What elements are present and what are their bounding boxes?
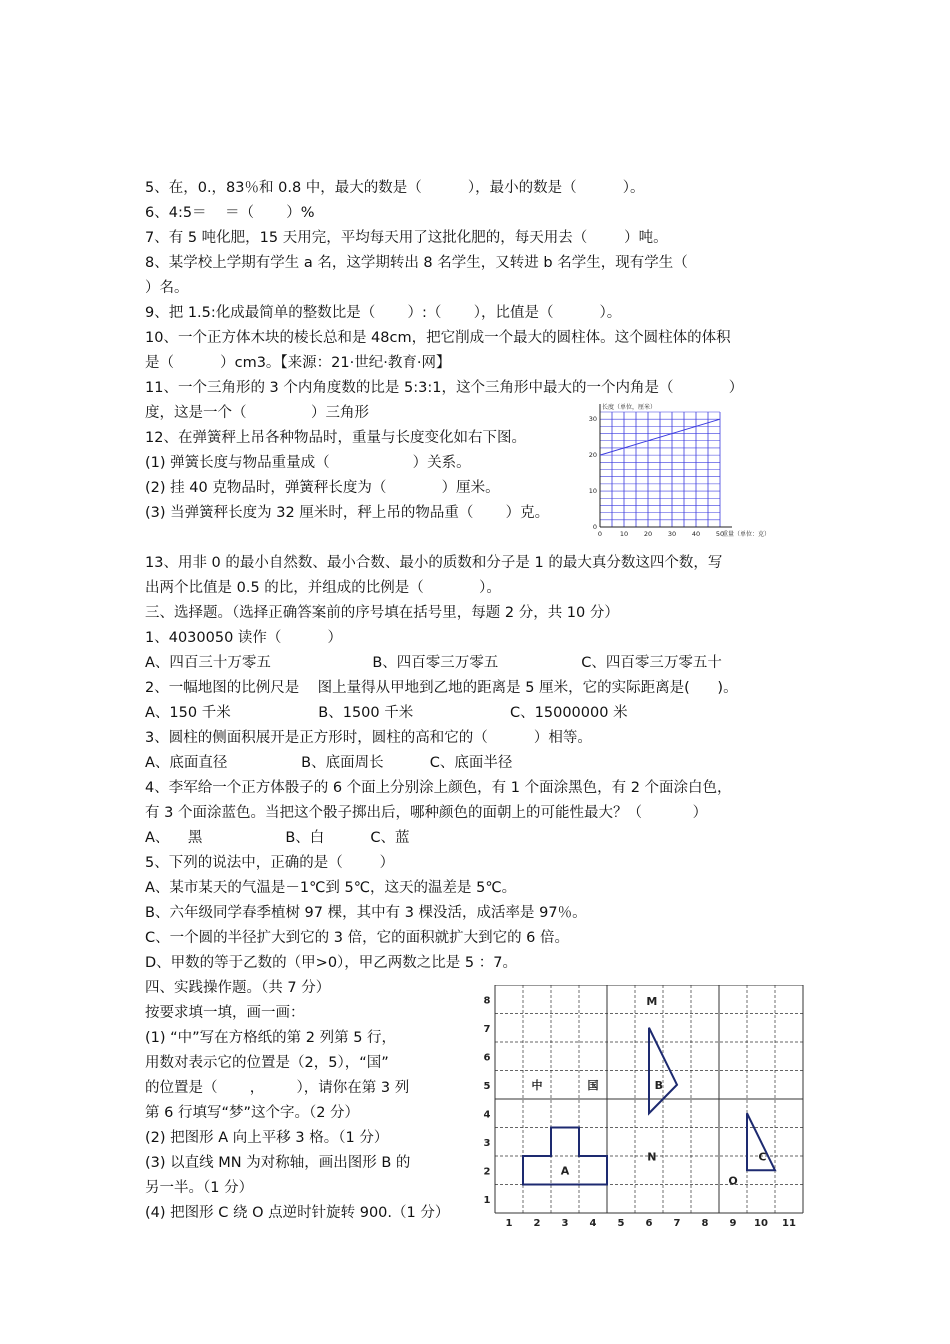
practice-line: 的位置是（ ， ），请你在第 3 列 (145, 1080, 410, 1096)
text-line: 1、4030050 读作（ ） (145, 630, 343, 646)
practice-line: 另一半。（1 分） (145, 1180, 254, 1196)
grid-figure (475, 985, 820, 1230)
grid-col-label: 1 (505, 1218, 513, 1229)
text-line: B、六年级同学春季植树 97 棵，其中有 3 棵没活，成活率是 97％。 (145, 905, 587, 921)
text-line: A、四百三十万零五 B、四百零三万零五 C、四百零三万零五十 (145, 655, 722, 671)
label-m: M (646, 994, 658, 1008)
grid-row-label: 5 (483, 1080, 491, 1092)
grid-row-label: 3 (483, 1137, 491, 1149)
practice-line: (4) 把图形 C 绕 O 点逆时针旋转 900.（1 分） (145, 1205, 450, 1221)
text-line: 5、下列的说法中，正确的是（ ） (145, 855, 395, 871)
practice-line: 第 6 行填写“梦”这个字。（2 分） (145, 1105, 360, 1121)
chart-x-axis-label: 重量（单位：克） (722, 531, 771, 538)
text-line: 6、4:5＝ ＝（ ）% (145, 205, 315, 221)
grid-row-label: 6 (483, 1052, 491, 1064)
text-line: 度，这是一个（ ）三角形 (145, 405, 370, 421)
text-line: A、某市某天的气温是－1℃到 5℃，这天的温差是 5℃。 (145, 880, 517, 896)
text-line: A、底面直径 B、底面周长 C、底面半径 (145, 755, 513, 771)
text-line: A、150 千米 B、1500 千米 C、15000000 米 (145, 705, 628, 721)
grid-col-label: 4 (589, 1218, 597, 1229)
text-line: 7、有 5 吨化肥，15 天用完，平均每天用了这批化肥的，每天用去（ ）吨。 (145, 230, 668, 246)
text-line: 5、在，0.，83％和 0.8 中，最大的数是（ ），最小的数是（ ）。 (145, 180, 645, 196)
chart-y-tick-label: 30 (588, 415, 597, 424)
text-line: 三、选择题。（选择正确答案前的序号填在括号里，每题 2 分，共 10 分） (145, 605, 619, 621)
text-line: 10、一个正方体木块的棱长总和是 48cm，把它削成一个最大的圆柱体。这个圆柱体的体积 (145, 330, 731, 346)
grid-row-label: 4 (483, 1109, 491, 1121)
chart-x-tick-label: 20 (643, 530, 653, 538)
label-guo: 国 (587, 1079, 599, 1093)
text-line: 4、李军给一个正方体骰子的 6 个面上分别涂上颜色，有 1 个面涂黑色，有 2 个面涂白色， (145, 780, 732, 796)
text-line: 四、实践操作题。（共 7 分） (145, 980, 331, 996)
grid-row-label: 1 (483, 1194, 491, 1206)
grid-col-label: 10 (754, 1218, 768, 1229)
label-n: N (647, 1150, 657, 1164)
text-line: (2) 挂 40 克物品时，弹簧秤长度为（ ）厘米。 (145, 480, 500, 496)
text-line: A、 黑 B、白 C、蓝 (145, 830, 410, 846)
grid-row-label: 8 (483, 995, 491, 1007)
grid-col-label: 5 (617, 1218, 625, 1229)
text-line: 11、一个三角形的 3 个内角度数的比是 5:3:1，这个三角形中最大的一个内角是（ ） (145, 380, 744, 396)
chart-x-tick-label: 0 (597, 530, 603, 538)
text-line: 12、在弹簧秤上吊各种物品时，重量与长度变化如右下图。 (145, 430, 526, 446)
label-zhong: 中 (531, 1079, 543, 1093)
chart-x-tick-label: 10 (619, 530, 629, 538)
text-line: 3、圆柱的侧面积展开是正方形时，圆柱的高和它的（ ）相等。 (145, 730, 592, 746)
label-o: O (728, 1174, 738, 1188)
text-line: (3) 当弹簧秤长度为 32 厘米时，秤上吊的物品重（ ）克。 (145, 505, 550, 521)
grid-row-label: 7 (483, 1023, 491, 1035)
text-line: 13、用非 0 的最小自然数、最小合数、最小的质数和分子是 1 的最大真分数这四个数，写 (145, 555, 723, 571)
label-a: A (560, 1164, 570, 1178)
chart-y-tick-label: 20 (588, 451, 597, 460)
text-line: 9、把 1.5:化成最简单的整数比是（ ）:（ ），比值是（ ）。 (145, 305, 622, 321)
text-line: 是（ ）cm3。【来源：21·世纪·教育·网】 (145, 355, 451, 371)
grid-row-label: 2 (483, 1166, 491, 1178)
grid-col-label: 6 (645, 1218, 653, 1229)
practice-line: (1) “中”写在方格纸的第 2 列第 5 行， (145, 1030, 397, 1046)
grid-col-label: 3 (561, 1218, 569, 1229)
grid-col-label: 8 (701, 1218, 709, 1229)
chart-y-tick-label: 10 (588, 487, 597, 496)
text-line: 出两个比值是 0.5 的比，并组成的比例是（ ）。 (145, 580, 501, 596)
text-line: (1) 弹簧长度与物品重量成（ ）关系。 (145, 455, 471, 471)
practice-line: 用数对表示它的位置是（2，5），“国” (145, 1055, 389, 1071)
chart-x-tick-label: 50 (715, 530, 725, 538)
label-b: B (654, 1079, 663, 1093)
practice-line: 按要求填一填，画一画： (145, 1005, 305, 1021)
practice-line: (3) 以直线 MN 为对称轴，画出图形 B 的 (145, 1155, 411, 1171)
grid-col-label: 9 (729, 1218, 737, 1229)
practice-line: (2) 把图形 A 向上平移 3 格。（1 分） (145, 1130, 389, 1146)
grid-col-label: 7 (673, 1218, 681, 1229)
spring-chart (585, 400, 795, 545)
text-line: C、一个圆的半径扩大到它的 3 倍，它的面积就扩大到它的 6 倍。 (145, 930, 570, 946)
label-c: C (758, 1150, 767, 1164)
grid-col-label: 2 (533, 1218, 541, 1229)
chart-y-tick-label: 0 (592, 523, 597, 531)
text-line: ）名。 (145, 280, 189, 296)
text-line: 有 3 个面涂蓝色。当把这个骰子掷出后，哪种颜色的面朝上的可能性最大？（ ） (145, 805, 708, 821)
text-line: 8、某学校上学期有学生 a 名，这学期转出 8 名学生，又转进 b 名学生，现有学生（ (145, 255, 688, 271)
text-line: 2、一幅地图的比例尺是 图上量得从甲地到乙地的距离是 5 厘米，它的实际距离是( )。 (145, 680, 738, 696)
text-line: D、甲数的等于乙数的（甲>0），甲乙两数之比是 5 ：7。 (145, 955, 517, 971)
chart-y-axis-label: 长度（单位，厘米） (602, 404, 657, 411)
grid-col-label: 11 (782, 1218, 796, 1229)
chart-x-tick-label: 30 (667, 530, 677, 538)
chart-x-tick-label: 40 (691, 530, 701, 538)
